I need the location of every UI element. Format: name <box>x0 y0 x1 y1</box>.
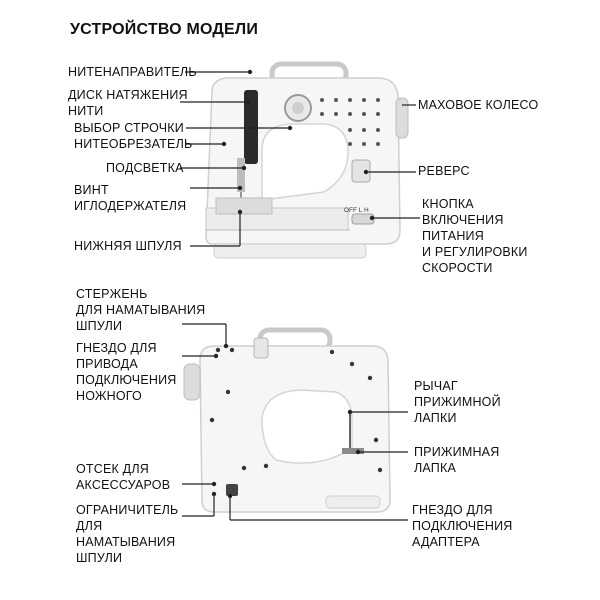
label-reverse: РЕВЕРС <box>418 164 470 178</box>
label-stitch-selector: ВЫБОР СТРОЧКИ <box>74 121 184 135</box>
label-handwheel: МАХОВОЕ КОЛЕСО <box>418 98 539 112</box>
label-pedal-socket: ГНЕЗДО ДЛЯ ПРИВОДА ПОДКЛЮЧЕНИЯ НОЖНОГО <box>76 341 177 403</box>
label-presser-lever: РЫЧАГ ПРИЖИМНОЙ ЛАПКИ <box>414 379 501 425</box>
label-winder-stop: ОГРАНИЧИТЕЛЬ ДЛЯ НАМАТЫВАНИЯ ШПУЛИ <box>76 503 179 565</box>
switch-marks-text: OFF L H <box>344 207 369 214</box>
label-accessory-box: ОТСЕК ДЛЯ АКСЕССУАРОВ <box>76 462 171 492</box>
label-bobbin-spindle: СТЕРЖЕНЬ ДЛЯ НАМАТЫВАНИЯ ШПУЛИ <box>76 287 206 333</box>
page-title: УСТРОЙСТВО МОДЕЛИ <box>70 21 259 38</box>
label-thread-cutter: НИТЕОБРЕЗАТЕЛЬ <box>74 137 193 151</box>
label-needle-screw: ВИНТ ИГЛОДЕРЖАТЕЛЯ <box>74 183 187 213</box>
label-light: ПОДСВЕТКА <box>106 161 184 175</box>
label-thread-guide: НИТЕНАПРАВИТЕЛЬ <box>68 65 197 79</box>
label-presser-foot: ПРИЖИМНАЯ ЛАПКА <box>414 445 500 475</box>
label-lower-bobbin: НИЖНЯЯ ШПУЛЯ <box>74 239 182 253</box>
label-power-button: КНОПКА ВКЛЮЧЕНИЯ ПИТАНИЯ И РЕГУЛИРОВКИ СКОРОСТИ <box>422 197 528 275</box>
label-tension-dial: ДИСК НАТЯЖЕНИЯ НИТИ <box>68 88 188 118</box>
label-adapter-socket: ГНЕЗДО ДЛЯ ПОДКЛЮЧЕНИЯ АДАПТЕРА <box>412 503 513 549</box>
front-machine <box>206 64 408 258</box>
